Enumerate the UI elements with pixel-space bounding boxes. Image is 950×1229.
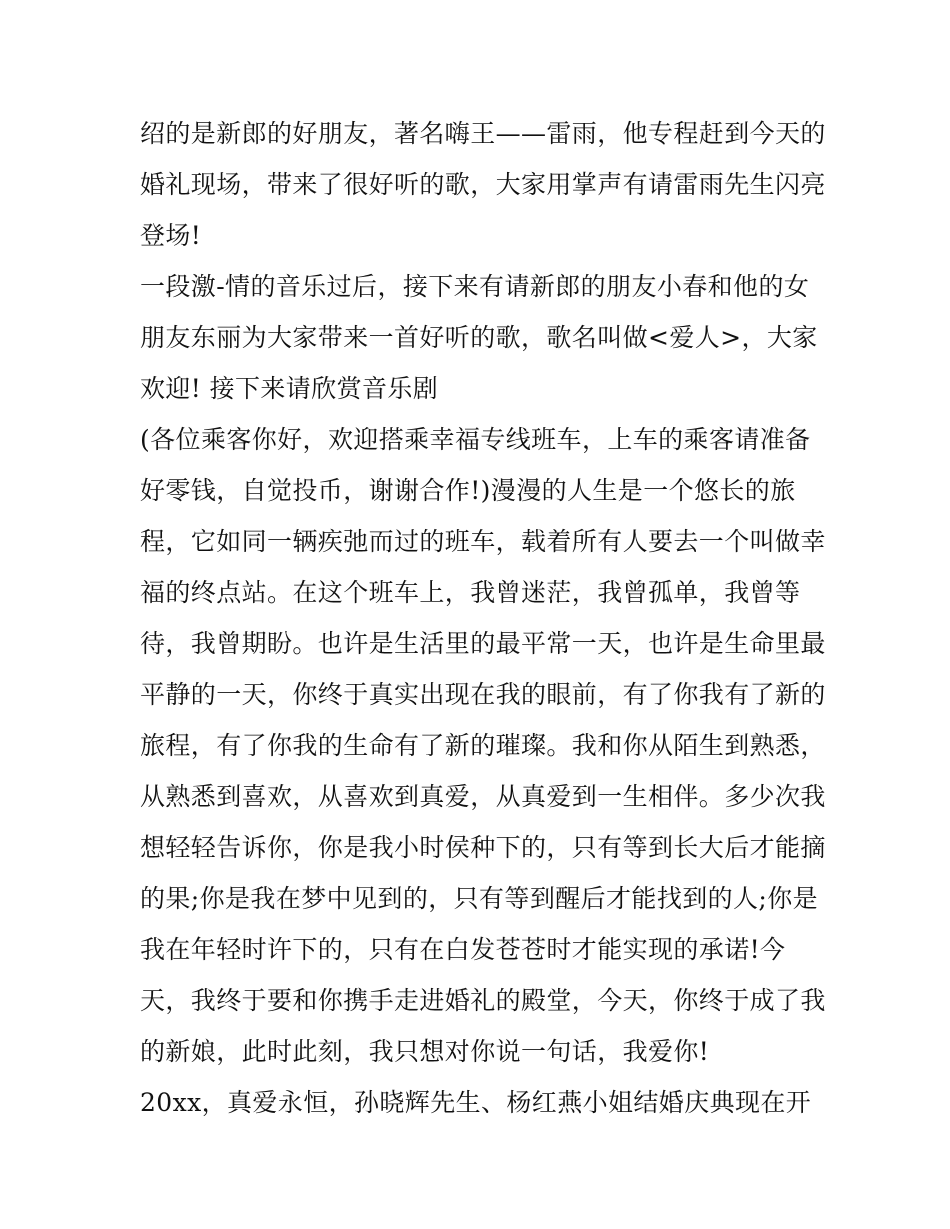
text-line: 程，它如同一辆疾弛而过的班车，载着所有人要去一个叫做幸 bbox=[140, 527, 826, 556]
text-line: 绍的是新郎的好朋友，著名嗨王——雷雨，他专程赶到今天的 bbox=[140, 119, 826, 148]
text-line: (各位乘客你好，欢迎搭乘幸福专线班车，上车的乘客请准备 bbox=[140, 425, 811, 454]
text-line: 旅程，有了你我的生命有了新的璀璨。我和你从陌生到熟悉， bbox=[140, 731, 826, 760]
text-line: 的果;你是我在梦中见到的，只有等到醒后才能找到的人;你是 bbox=[140, 884, 819, 913]
text-line: 的新娘，此时此刻，我只想对你说一句话，我爱你! bbox=[140, 1037, 710, 1066]
text-line: 平静的一天，你终于真实出现在我的眼前，有了你我有了新的 bbox=[140, 680, 826, 709]
text-line: 一段激-情的音乐过后，接下来有请新郎的朋友小春和他的女 bbox=[140, 272, 810, 301]
text-line: 想轻轻告诉你，你是我小时侯种下的，只有等到长大后才能摘 bbox=[140, 833, 826, 862]
text-line: 从熟悉到喜欢，从喜欢到真爱，从真爱到一生相伴。多少次我 bbox=[140, 782, 826, 811]
body-text bbox=[140, 108, 826, 1128]
text-line: 我在年轻时许下的，只有在白发苍苍时才能实现的承诺!今 bbox=[140, 935, 786, 964]
text-line: 20xx，真爱永恒，孙晓辉先生、杨红燕小姐结婚庆典现在开 bbox=[140, 1088, 812, 1117]
text-line: 福的终点站。在这个班车上，我曾迷茫，我曾孤单，我曾等 bbox=[140, 578, 801, 607]
text-line: 天，我终于要和你携手走进婚礼的殿堂，今天，你终于成了我 bbox=[140, 986, 826, 1015]
text-line: 待，我曾期盼。也许是生活里的最平常一天，也许是生命里最 bbox=[140, 629, 826, 658]
text-line: 婚礼现场，带来了很好听的歌，大家用掌声有请雷雨先生闪亮 bbox=[140, 170, 826, 199]
text-line: 好零钱，自觉投币，谢谢合作!)漫漫的人生是一个悠长的旅 bbox=[140, 476, 796, 505]
text-line: 朋友东丽为大家带来一首好听的歌，歌名叫做<爱人>，大家 bbox=[140, 323, 818, 352]
text-line: 欢迎! 接下来请欣赏音乐剧 bbox=[140, 374, 439, 403]
text-line: 登场! bbox=[140, 221, 202, 250]
